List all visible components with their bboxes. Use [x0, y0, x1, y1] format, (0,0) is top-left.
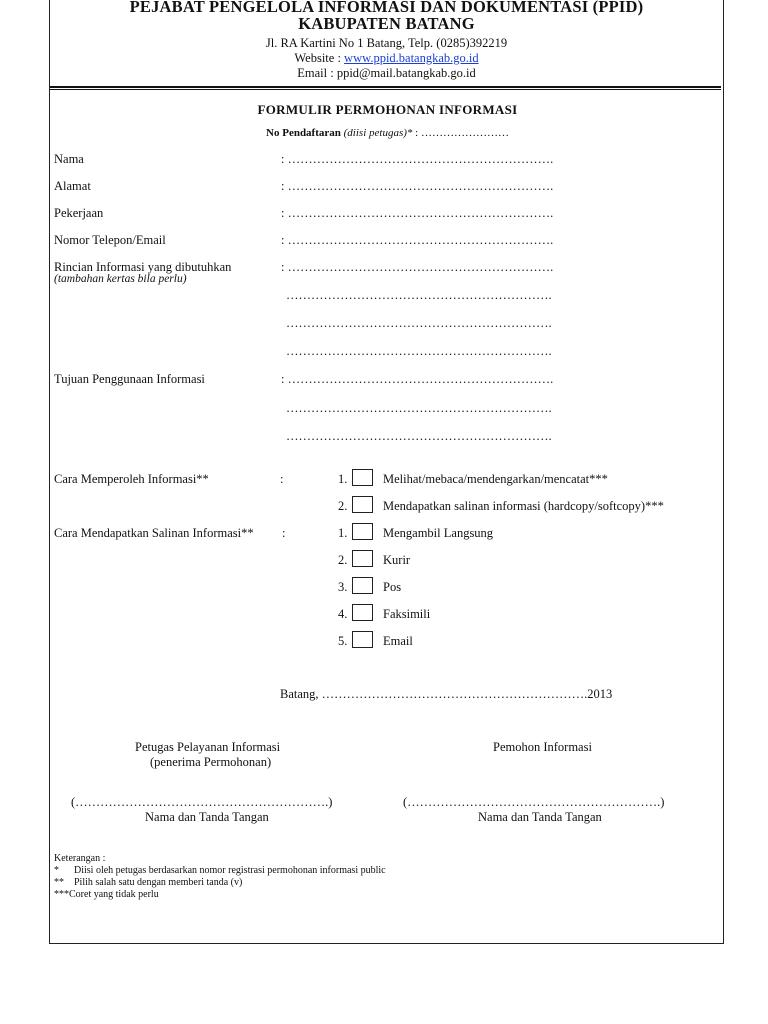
notes-item: ** Pilih salah satu dengan memberi tanda (v)	[54, 877, 243, 888]
website-link[interactable]: www.ppid.batangkab.go.id	[344, 51, 479, 65]
field-rincian-dots-line: ……………………………………………………….	[286, 288, 552, 302]
header-email: Email : ppid@mail.batangkab.go.id	[297, 66, 476, 80]
option-label: Pos	[383, 580, 402, 594]
signature-right-title: Pemohon Informasi	[493, 740, 592, 754]
option-checkbox[interactable]	[352, 550, 373, 567]
option-checkbox[interactable]	[352, 577, 373, 594]
field-rincian-dots: : ……………………………………………………….	[281, 260, 554, 274]
notes-item: * Diisi oleh petugas berdasarkan nomor registrasi permohonan informasi public	[54, 865, 386, 876]
header-address: Jl. RA Kartini No 1 Batang, Telp. (0285)392219	[265, 36, 508, 50]
signature-left-title: Petugas Pelayanan Informasi	[135, 740, 281, 754]
option-number: 2.	[338, 499, 348, 513]
option-number: 1.	[338, 472, 348, 486]
option-label: Email	[383, 634, 413, 648]
notes-heading: Keterangan :	[54, 853, 106, 864]
form-page	[49, 0, 724, 944]
option-checkbox[interactable]	[352, 631, 373, 648]
option-label: Faksimili	[383, 607, 431, 621]
field-alamat-dots: : ……………………………………………………….	[281, 179, 554, 193]
cara-memperoleh-colon: :	[280, 472, 284, 486]
cara-memperoleh-label: Cara Memperoleh Informasi**	[54, 472, 209, 486]
field-tujuan-label: Tujuan Penggunaan Informasi	[54, 372, 205, 386]
option-label: Kurir	[383, 553, 411, 567]
option-label: Mendapatkan salinan informasi (hardcopy/softcopy)***	[383, 499, 664, 513]
field-rincian-label: Rincian Informasi yang dibutuhkan	[54, 260, 232, 274]
field-pekerjaan-dots: : ……………………………………………………….	[281, 206, 554, 220]
signature-left-caption: Nama dan Tanda Tangan	[145, 810, 269, 824]
no-pendaftaran-label: No Pendaftaran	[266, 127, 341, 139]
notes-item: ***Coret yang tidak perlu	[54, 889, 159, 900]
header-divider	[50, 86, 721, 88]
field-nama-dots: : ……………………………………………………….	[281, 152, 554, 166]
signature-left-line: (…………………………………………………….)	[71, 795, 333, 809]
signature-left-subtitle: (penerima Permohonan)	[150, 755, 272, 769]
signature-right-line: (…………………………………………………….)	[403, 795, 665, 809]
option-checkbox[interactable]	[352, 469, 373, 486]
form-title: FORMULIR PERMOHONAN INFORMASI	[257, 102, 518, 117]
option-label: Mengambil Langsung	[383, 526, 494, 540]
option-number: 1.	[338, 526, 348, 540]
field-rincian-dots-line: ……………………………………………………….	[286, 344, 552, 358]
field-tujuan-dots: : ……………………………………………………….	[281, 372, 554, 386]
option-checkbox[interactable]	[352, 604, 373, 621]
option-number: 4.	[338, 607, 348, 621]
cara-salinan-colon: :	[282, 526, 286, 540]
option-number: 5.	[338, 634, 348, 648]
header-divider-thin	[50, 89, 721, 90]
field-rincian-dots-line: ……………………………………………………….	[286, 316, 552, 330]
option-number: 2.	[338, 553, 348, 567]
option-checkbox[interactable]	[352, 496, 373, 513]
field-tujuan-dots-line: ……………………………………………………….	[286, 401, 552, 415]
header-line-1: PEJABAT PENGELOLA INFORMASI DAN DOKUMENTASI (PPID)	[129, 0, 644, 16]
field-alamat-label: Alamat	[54, 179, 91, 193]
header-line-2: KABUPATEN BATANG	[298, 14, 475, 33]
field-tujuan-dots-line: ……………………………………………………….	[286, 429, 552, 443]
no-pendaftaran-dots: : ……………………	[412, 127, 509, 139]
signature-right-caption: Nama dan Tanda Tangan	[478, 810, 602, 824]
field-pekerjaan-label: Pekerjaan	[54, 206, 104, 220]
field-nama-label: Nama	[54, 152, 84, 166]
field-telepon-dots: : ……………………………………………………….	[281, 233, 554, 247]
field-rincian-note: (tambahan kertas bila perlu)	[54, 273, 187, 285]
option-number: 3.	[338, 580, 348, 594]
option-label: Melihat/mebaca/mendengarkan/mencatat***	[383, 472, 608, 486]
header-website	[50, 51, 723, 66]
cara-salinan-label: Cara Mendapatkan Salinan Informasi**	[54, 526, 254, 540]
website-label: Website :	[294, 51, 345, 65]
option-checkbox[interactable]	[352, 523, 373, 540]
date-line: Batang, ……………………………………………………….2013	[280, 687, 613, 701]
no-pendaftaran-note: (diisi petugas)*	[343, 127, 413, 139]
no-pendaftaran	[50, 127, 725, 139]
field-telepon-label: Nomor Telepon/Email	[54, 233, 166, 247]
